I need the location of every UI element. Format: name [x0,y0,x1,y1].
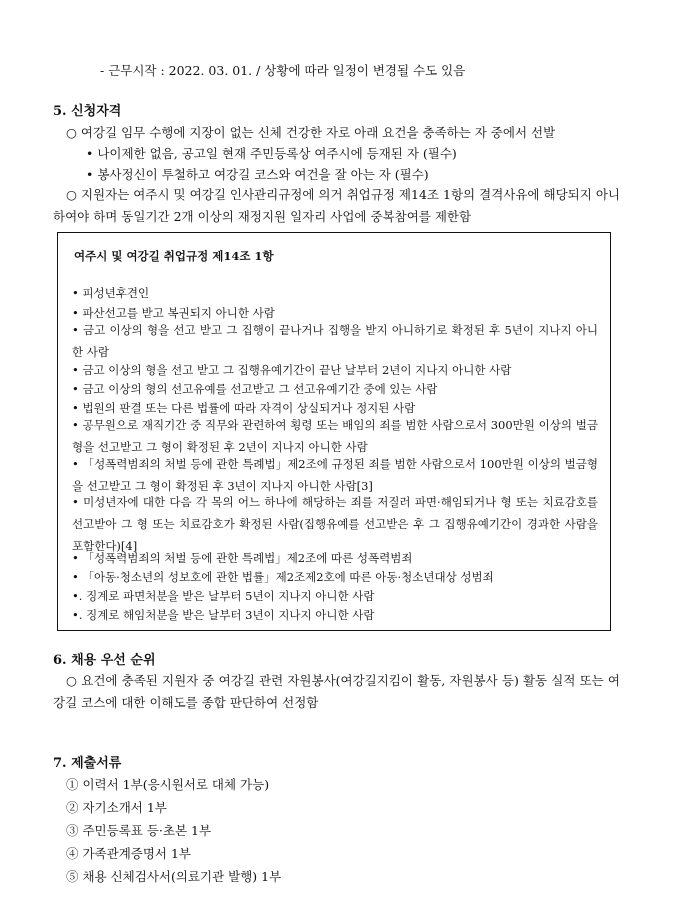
document-item: ② 자기소개서 1부 [66,800,167,815]
section-5-bullet-1: • 나이제한 없음, 공고일 현재 주민등록상 여주시에 등재된 자 (필수) [86,146,457,161]
box-item: • 법원의 판결 또는 다른 법률에 따라 자격이 상실되거나 정지된 사람 [72,401,416,415]
box-item: • 「성폭력범죄의 처벌 등에 관한 특례법」제2조에 규정된 죄를 범한 사람으로서 100만원 이상의 벌금형을 선고받고 그 형이 확정된 후 3년이 지나지 아니한 사람[3] [72,457,598,493]
box-item: • 「아동·청소년의 성보호에 관한 법률」제2조제2호에 따른 아동·청소년대상 성범죄 [72,570,494,584]
document-item: ⑤ 채용 신체검사서(의료기관 발행) 1부 [66,869,282,884]
section-5-bullet-2: • 봉사정신이 투철하고 여강길 코스와 여건을 잘 아는 자 (필수) [86,167,429,182]
section-7-title: 7. 제출서류 [53,756,122,771]
section-5-para-1: ○ 여강길 임무 수행에 지장이 없는 신체 건강한 자로 아래 요건을 충족하는 자 중에서 선발 [66,125,556,140]
eligibility-rules-box [57,232,611,631]
document-item: ③ 주민등록표 등·초본 1부 [66,823,212,838]
box-item: •. 징계로 해임처분을 받은 날부터 3년이 지나지 아니한 사람 [72,608,375,622]
box-item: • 「성폭력범죄의 처벌 등에 관한 특례법」제2조에 따른 성폭력범죄 [72,551,413,565]
box-item: • 공무원으로 재직기간 중 직무와 관련하여 횡령 또는 배임의 죄를 범한 사람으로서 300만원 이상의 벌금형을 선고받고 그 형이 확정된 후 2년이 지나지 아니한 사람 [72,418,598,454]
box-title: 여주시 및 여강길 취업규정 제14조 1항 [74,249,274,263]
box-item: • 금고 이상의 형을 선고 받고 그 집행이 끝나거나 집행을 받지 아니하기로 확정된 후 5년이 지나지 아니한 사람 [72,323,598,359]
document-item: ① 이력서 1부(응시원서로 대체 가능) [66,777,270,792]
box-item: • 금고 이상의 형을 선고 받고 그 집행유예기간이 끝난 날부터 2년이 지나지 아니한 사람 [72,363,512,377]
section-5-para-2: ○ 지원자는 여주시 및 여강길 인사관리규정에 의거 취업규정 제14조 1항의 결격사유에 해당되지 아니하여야 하며 동일기간 2개 이상의 재정지원 일자리 사업에 중복참여를 제한함 [53,187,620,224]
box-item: •. 징계로 파면처분을 받은 날부터 5년이 지나지 아니한 사람 [72,589,375,603]
section-6-para-1: ○ 요건에 충족된 지원자 중 여강길 관련 자원봉사(여강길지킴이 활동, 자원봉사 등) 활동 실적 또는 여강길 코스에 대한 이해도를 종합 판단하여 선정함 [53,673,620,710]
box-item: • 미성년자에 대한 다음 각 목의 어느 하나에 해당하는 죄를 저질러 파면·해임되거나 형 또는 치료감호를 선고받아 그 형 또는 치료감호가 확정된 사람(집행유예를 선고받은 후 그 집행유예기간이 경과한 사람을 포함한다)[4] [72,495,598,553]
section-5-title: 5. 신청자격 [53,104,122,119]
box-item: • 파산선고를 받고 복권되지 아니한 사람 [72,306,275,320]
section-6-title: 6. 채용 우선 순위 [53,653,156,668]
start-date-note: - 근무시작 : 2022. 03. 01. / 상황에 따라 일정이 변경될 수도 있음 [100,63,466,78]
box-item: • 피성년후견인 [72,286,150,300]
box-item: • 금고 이상의 형의 선고유예를 선고받고 그 선고유예기간 중에 있는 사람 [72,382,438,396]
document-item: ④ 가족관계증명서 1부 [66,846,192,861]
